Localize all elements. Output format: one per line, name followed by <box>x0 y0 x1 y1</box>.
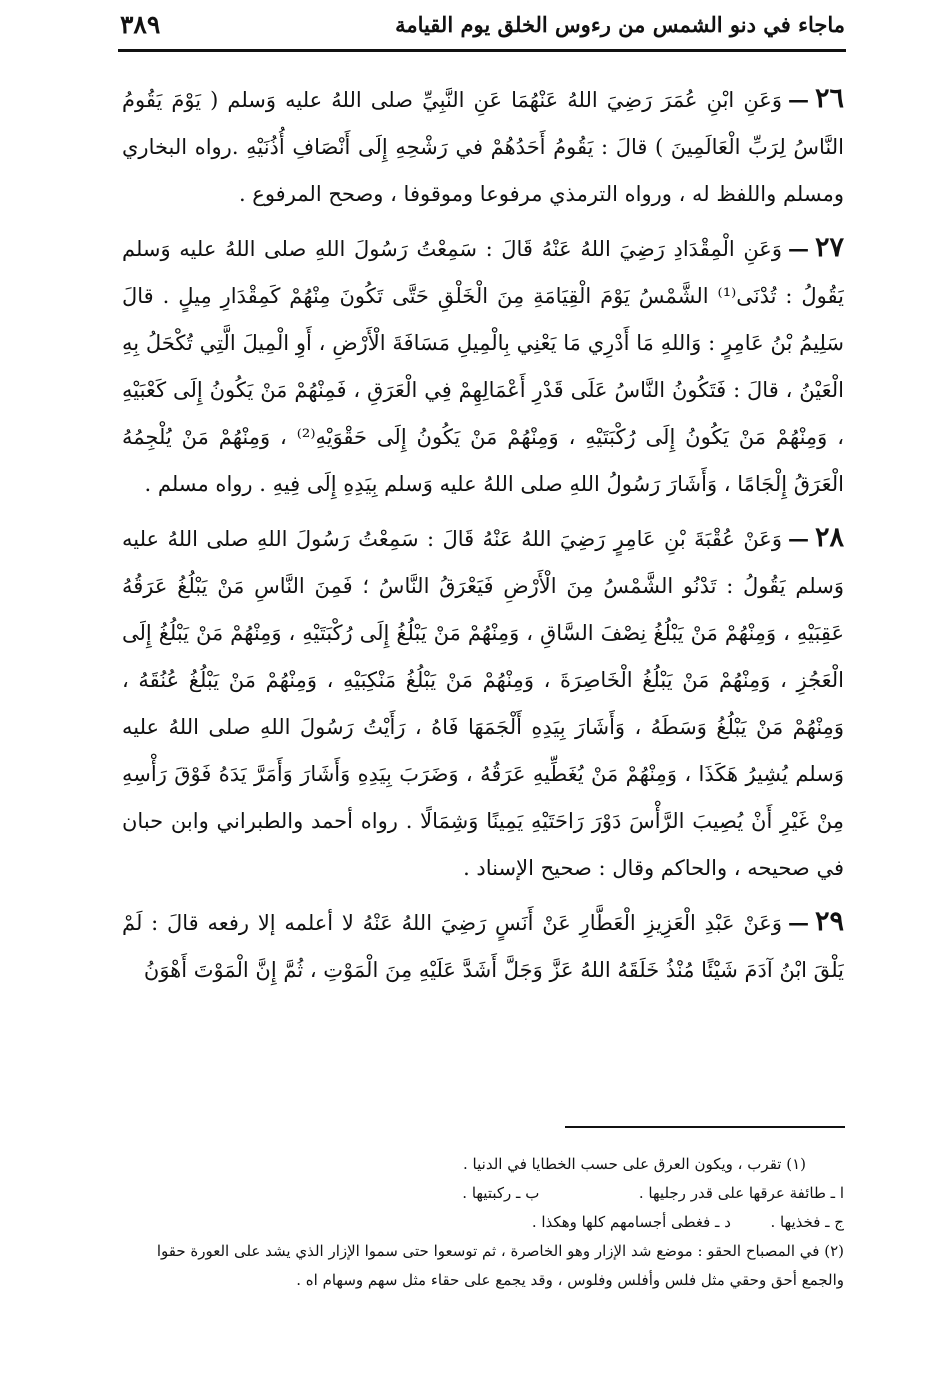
dash: — <box>787 236 809 261</box>
hadith-text: وَعَنْ عُقْبَةَ بْنِ عَامِرٍ رَضِيَ اللهُ عَنْهُ قَالَ : سَمِعْتُ رَسُولَ اللهِ صلى اللهُ عليه وَسلم يَقُولُ : تَدْنُو الشَّمْسُ مِنَ الْأَرْضِ فَيَعْرَقُ النَّاسُ ؛ فَمِنَ النَّاسِ مَنْ يَبْلُغُ عَرَقُهُ عَقِبَيْهِ ، وَمِنْهُمْ مَنْ يَبْلُغُ نِصْفَ السَّاقِ ، وَمِنْهُمْ مَنْ يَبْلُغُ إِلَى رُكْبَتَيْهِ ، وَمِنْهُمْ مَنْ يَبْلُغُ إِلَى الْعَجُزِ ، وَمِنْهُمْ مَنْ يَبْلُغُ الْخَاصِرَةَ ، وَمِنْهُمْ مَنْ يَبْلُغُ مَنْكِبَيْهِ ، وَمِنْهُمْ مَنْ يَبْلُغُ عُنُقَهُ ، وَمِنْهُمْ مَنْ يَبْلُغُ وَسَطَهُ ، وَأَشَارَ بِيَدِهِ أَلْجَمَهَا فَاهُ ، رَأَيْتُ رَسُولَ اللهِ صلى اللهُ عليه وَسلم يُشِيرُ هَكَذَا ، وَمِنْهُمْ مَنْ يُغَطِّيهِ عَرَقُهُ ، وَضَرَبَ بِيَدِهِ وَأَشَارَ وَأَمَرَّ يَدَهُ فَوْقَ رَأْسِهِ مِنْ غَيْرِ أَنْ يُصِيبَ الرَّأْسَ دَوْرَ رَاحَتَيْهِ يَمِينًا وَشِمَالًا . رواه أحمد والطبراني وابن حبان في صحيحه ، والحاكم وقال : صحيح الإسناد . <box>122 527 844 880</box>
hadith-text: وَعَنِ الْمِقْدَادِ رَضِيَ اللهُ عَنْهُ قَالَ : سَمِعْتُ رَسُولَ اللهِ صلى اللهُ عليه وَسلم يَقُولُ : تُدْنَى⁽¹⁾ الشَّمْسُ يَوْمَ الْقِيَامَةِ مِنَ الْخَلْقِ حَتَّى تَكُونَ مِنْهُمْ كَمِقْدَارِ مِيلٍ . قالَ سَلِيمُ بْنُ عَامِرٍ : وَاللهِ مَا أَدْرِي مَا يَعْنِي بِالْمِيلِ مَسَافَةَ الْأَرْضِ ، أَوِ الْمِيلَ الَّتِي تُكْحَلُ بِهِ الْعَيْنُ ، قالَ : فَتَكُونُ النَّاسُ عَلَى قَدْرِ أَعْمَالِهِمْ فِي الْعَرَقِ ، فَمِنْهُمْ مَنْ يَكُونُ إِلَى كَعْبَيْهِ ، وَمِنْهُمْ مَنْ يَكُونُ إِلَى رُكْبَتَيْهِ ، وَمِنْهُمْ مَنْ يَكُونُ إِلَى حَقْوَيْهِ⁽²⁾ ، وَمِنْهُمْ مَنْ يُلْجِمُهُ الْعَرَقُ إِلْجَامًا ، وَأَشَارَ رَسُولُ اللهِ صلى اللهُ عليه وَسلم بِيَدِهِ إِلَى فِيهِ . رواه مسلم . <box>122 237 844 496</box>
hadith-number: ٢٩ <box>814 906 844 937</box>
hadith-text: وَعَنِ ابْنِ عُمَرَ رَضِيَ اللهُ عَنْهُمَا عَنِ النَّبِيِّ صلى اللهُ عليه وَسلم ( يَوْمَ يَقُومُ النَّاسُ لِرَبِّ الْعَالَمِينَ ) قالَ : يَقُومُ أَحَدُهُمْ في رَشْحِهِ إِلَى أَنْصَافِ أُذُنَيْهِ .رواه البخاري ومسلم واللفظ له ، ورواه الترمذي مرفوعا وموقوفا ، وصحح المرفوع . <box>122 88 844 206</box>
hadith-text: وَعَنْ عَبْدِ الْعَزِيزِ الْعَطَّارِ عَنْ أَنَسٍ رَضِيَ اللهُ عَنْهُ لا أعلمه إلا رفعه قالَ : لَمْ يَلْقَ ابْنُ آدَمَ شَيْئًا مُنْذُ خَلَقَهُ اللهُ عَزَّ وَجَلَّ أَشَدَّ عَلَيْهِ مِنَ الْمَوْتِ ، ثُمَّ إِنَّ الْمَوْتَ أَهْوَنُ <box>122 911 844 982</box>
header-rule <box>118 49 846 52</box>
hadith-number: ٢٦ <box>814 83 844 114</box>
dash: — <box>787 87 809 112</box>
running-title: ماجاء في دنو الشمس من رءوس الخلق يوم القيامة <box>395 11 845 37</box>
hadith-27 <box>122 224 844 508</box>
footnote-1-ab <box>122 1179 844 1208</box>
hadith-number: ٢٧ <box>814 232 844 263</box>
footnote-rule <box>565 1126 845 1128</box>
footnote-1-a: ا ـ طائفة عرقها على قدر رجليها . <box>638 1184 844 1202</box>
hadith-26 <box>122 75 844 218</box>
footnote-1-d: د ـ فغطى أجسامهم كلها وهكذا . <box>531 1213 731 1231</box>
hadith-28 <box>122 514 844 892</box>
footnotes <box>122 1150 844 1295</box>
dash: — <box>787 910 809 935</box>
footnote-2: (٢) في المصباح الحقو : موضع شد الإزار وهو الخاصرة ، ثم توسعوا حتى سموا الإزار الذي يشد على العورة حقوا والجمع أحق وحقي مثل فلس وأفلس وفلوس ، وقد يجمع على حقاء مثل سهم وسهام اه . <box>156 1242 844 1289</box>
page-header <box>120 4 845 44</box>
dash: — <box>787 526 809 551</box>
hadith-number: ٢٨ <box>814 522 844 553</box>
footnote-1-cd <box>122 1208 844 1237</box>
hadith-29 <box>122 898 844 994</box>
main-text <box>122 75 844 1075</box>
footnote-1-c: ج ـ فخذيها . <box>770 1213 844 1231</box>
footnote-1-b: ب ـ ركبتيها . <box>462 1184 540 1202</box>
page-number: ٣٨٩ <box>120 9 161 39</box>
footnote-1: (١) تقرب ، ويكون العرق على حسب الخطايا في الدنيا . <box>463 1155 806 1173</box>
